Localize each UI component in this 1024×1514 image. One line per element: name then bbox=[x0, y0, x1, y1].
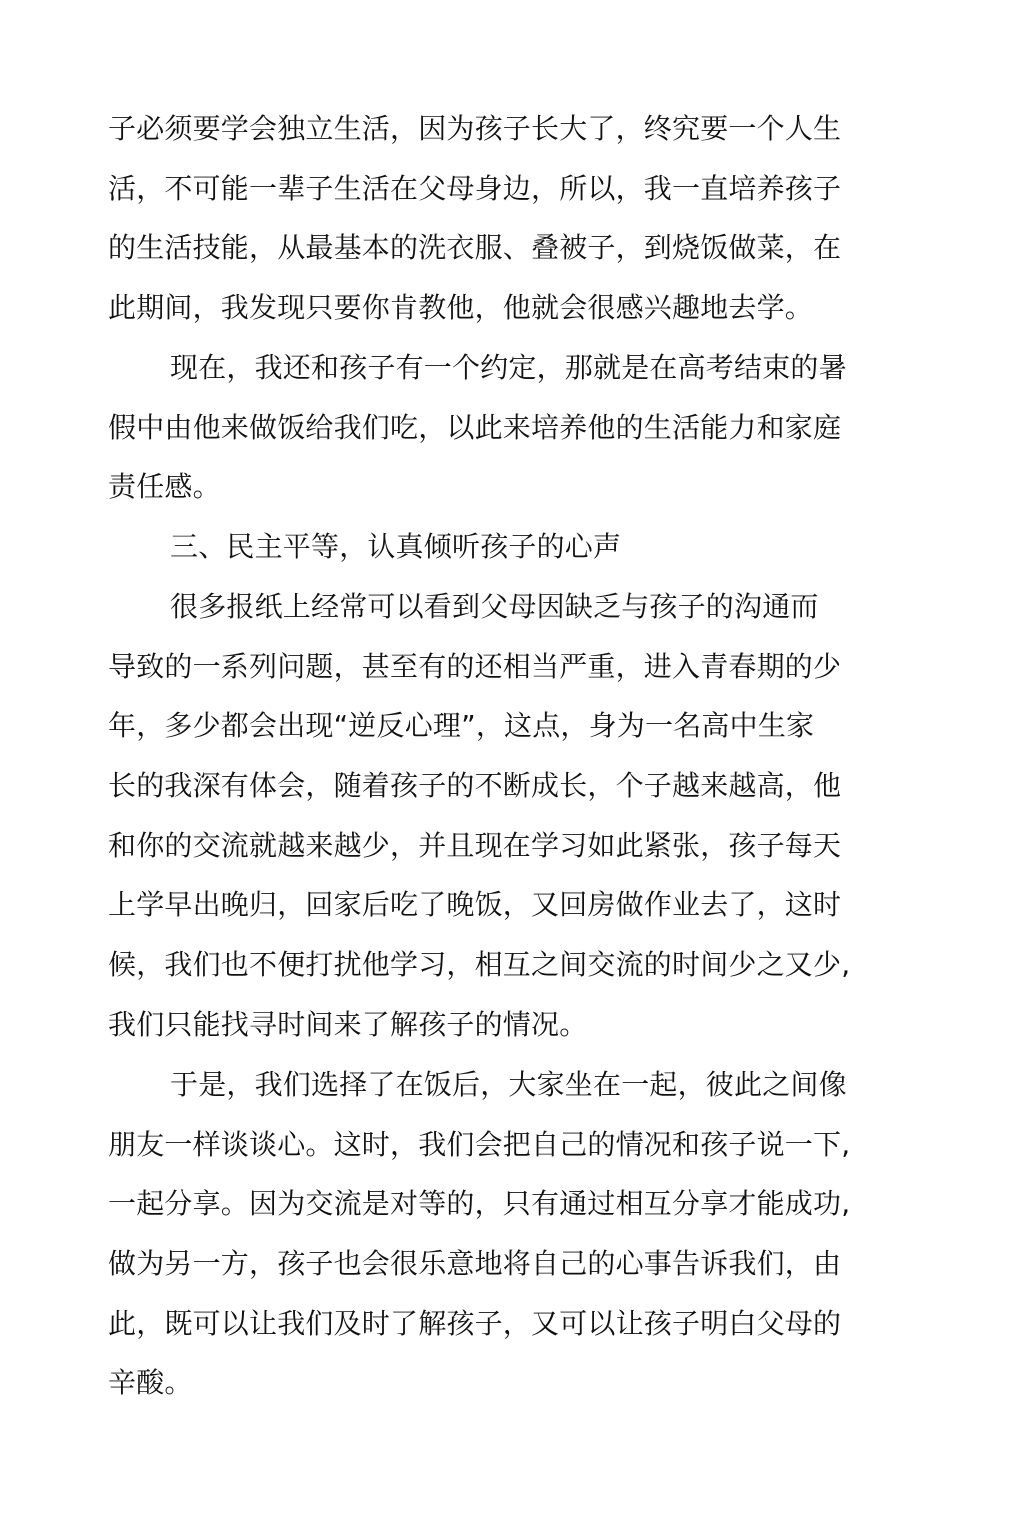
text-line: 一起分享。因为交流是对等的，只有通过相互分享才能成功, bbox=[108, 1187, 851, 1220]
text-line: 此期间，我发现只要你肯教他，他就会很感兴趣地去学。 bbox=[108, 291, 814, 324]
text-line: 上学早出晚归，回家后吃了晚饭，又回房做作业去了，这时 bbox=[108, 888, 842, 921]
text-line: 长的我深有体会，随着孩子的不断成长，个子越来越高，他 bbox=[108, 769, 842, 802]
text-line: 此，既可以让我们及时了解孩子，又可以让孩子明白父母的 bbox=[108, 1307, 842, 1340]
text-line: 和你的交流就越来越少，并且现在学习如此紧张，孩子每天 bbox=[108, 829, 842, 862]
text-line: 假中由他来做饭给我们吃，以此来培养他的生活能力和家庭 bbox=[108, 411, 842, 444]
text-line: 导致的一系列问题，甚至有的还相当严重，进入青春期的少 bbox=[108, 650, 842, 683]
paragraph-first-line: 很多报纸上经常可以看到父母因缺乏与孩子的沟通而 bbox=[170, 590, 819, 623]
text-line: 子必须要学会独立生活，因为孩子长大了，终究要一个人生 bbox=[108, 112, 842, 145]
text-line: 我们只能找寻时间来了解孩子的情况。 bbox=[108, 1008, 588, 1041]
text-line: 活，不可能一辈子生活在父母身边，所以，我一直培养孩子 bbox=[108, 172, 842, 205]
text-line: 责任感。 bbox=[108, 470, 221, 503]
paragraph-first-line: 于是，我们选择了在饭后，大家坐在一起，彼此之间像 bbox=[170, 1068, 847, 1101]
text-line: 年，多少都会出现“逆反心理”，这点，身为一名高中生家 bbox=[108, 709, 815, 742]
section-heading: 三、民主平等，认真倾听孩子的心声 bbox=[170, 530, 622, 563]
text-line: 候，我们也不便打扰他学习，相互之间交流的时间少之又少, bbox=[108, 948, 851, 981]
text-line: 辛酸。 bbox=[108, 1366, 193, 1399]
paragraph-first-line: 现在，我还和孩子有一个约定，那就是在高考结束的暑 bbox=[170, 351, 847, 384]
text-line: 做为另一方，孩子也会很乐意地将自己的心事告诉我们，由 bbox=[108, 1247, 842, 1280]
text-line: 朋友一样谈谈心。这时，我们会把自己的情况和孩子说一下, bbox=[108, 1128, 851, 1161]
text-line: 的生活技能，从最基本的洗衣服、叠被子，到烧饭做菜，在 bbox=[108, 231, 842, 264]
